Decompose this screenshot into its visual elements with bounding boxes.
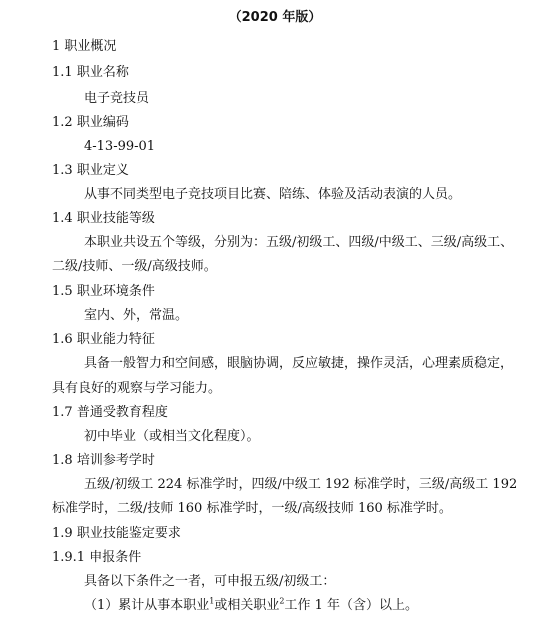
section-number: 1.4 (52, 211, 73, 226)
section-number: 1.6 (52, 332, 73, 347)
section-body-1-4: 本职业共设五个等级，分别为：五级/初级工、四级/中级工、三级/高级工、 (84, 235, 514, 250)
item-text-suffix: 工作 1 年（含）以上。 (284, 598, 419, 613)
section-number: 1 (52, 39, 61, 54)
footnote-marker-2: 2 (279, 596, 285, 606)
section-body-1-2: 4-13-99-01 (84, 139, 156, 154)
section-title: 普通受教育程度 (76, 405, 168, 420)
requirement-item-1 (84, 598, 418, 614)
section-number: 1.9 (52, 526, 73, 541)
section-title: 职业定义 (76, 163, 129, 178)
section-heading-1-2 (52, 115, 129, 131)
section-heading-1-7 (52, 405, 168, 421)
section-body-1-1: 电子竞技员 (84, 91, 150, 106)
section-heading-1-8 (52, 453, 155, 469)
section-heading-1-5 (52, 284, 155, 300)
section-number: 1.2 (52, 115, 73, 130)
section-title: 申报条件 (89, 550, 142, 565)
edition-label: （2020 年版） (228, 10, 322, 25)
section-heading-1-3 (52, 163, 129, 179)
section-title: 职业环境条件 (76, 284, 155, 299)
section-body-1-9-1: 具备以下条件之一者，可申报五级/初级工： (84, 574, 336, 589)
section-body-1-7: 初中毕业（或相当文化程度）。 (84, 429, 260, 444)
section-heading-1-6 (52, 332, 155, 348)
section-body-1-8: 五级/初级工 224 标准学时，四级/中级工 192 标准学时，三级/高级工 192 (84, 477, 518, 492)
section-body-1-6: 具备一般智力和空间感，眼脑协调，反应敏捷，操作灵活，心理素质稳定， (84, 356, 514, 371)
section-title: 职业技能等级 (76, 211, 155, 226)
section-heading-1-9-1 (52, 550, 141, 566)
section-body-1-4-continued: 二级/技师、一级/高级技师。 (52, 259, 217, 274)
item-text-prefix: （1）累计从事本职业 (84, 598, 210, 613)
section-heading-1-4 (52, 211, 155, 227)
section-title: 职业名称 (76, 65, 129, 80)
item-text-middle: 或相关职业 (214, 598, 280, 613)
section-heading-1 (52, 39, 116, 55)
footnote-marker-1: 1 (209, 596, 215, 606)
section-number: 1.8 (52, 453, 73, 468)
section-title: 职业编码 (76, 115, 129, 130)
section-heading-1-9 (52, 526, 181, 542)
section-title: 职业技能鉴定要求 (76, 526, 181, 541)
section-body-1-3: 从事不同类型电子竞技项目比赛、陪练、体验及活动表演的人员。 (84, 187, 462, 202)
section-body-1-6-continued: 具有良好的观察与学习能力。 (52, 381, 222, 396)
section-title: 培训参考学时 (76, 453, 155, 468)
section-number: 1.9.1 (52, 550, 86, 565)
section-title: 职业能力特征 (76, 332, 155, 347)
section-number: 1.1 (52, 65, 73, 80)
section-title: 职业概况 (64, 39, 117, 54)
section-heading-1-1 (52, 65, 129, 81)
section-body-1-5: 室内、外，常温。 (84, 308, 189, 323)
section-number: 1.5 (52, 284, 73, 299)
section-number: 1.7 (52, 405, 73, 420)
section-body-1-8-continued: 标准学时，二级/技师 160 标准学时，一级/高级技师 160 标准学时。 (52, 501, 452, 516)
section-number: 1.3 (52, 163, 73, 178)
